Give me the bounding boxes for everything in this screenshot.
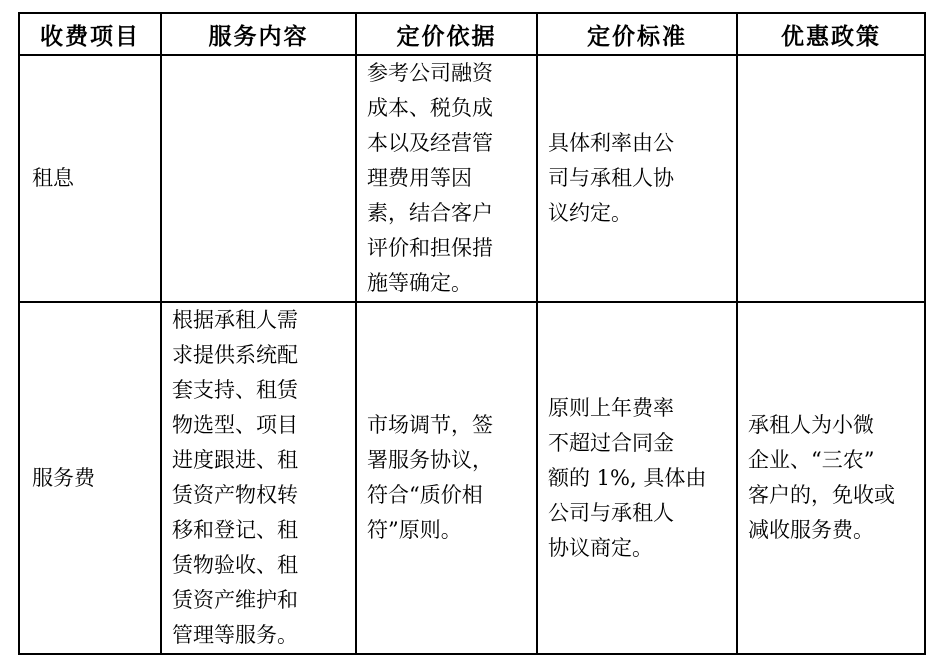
fee-table bbox=[18, 12, 926, 655]
cell-content bbox=[161, 55, 356, 302]
cell-content-text: 根据承租人需 求提供系统配 套支持、租赁 物选型、项目 进度跟进、租 赁资产物权转 移和登记、租 赁物验收、租 赁资产维护和 管理等服务。 bbox=[172, 308, 298, 647]
cell-basis bbox=[356, 55, 537, 302]
cell-item bbox=[19, 55, 161, 302]
cell-policy bbox=[737, 302, 925, 654]
header-basis: 定价依据 bbox=[356, 13, 537, 55]
cell-standard bbox=[537, 302, 737, 654]
header-item: 收费项目 bbox=[19, 13, 161, 55]
header-content: 服务内容 bbox=[161, 13, 356, 55]
header-standard: 定价标准 bbox=[537, 13, 737, 55]
cell-standard bbox=[537, 55, 737, 302]
cell-policy bbox=[737, 55, 925, 302]
cell-basis bbox=[356, 302, 537, 654]
cell-policy-text: 承租人为小微 企业、“三农” 客户的，免收或 减收服务费。 bbox=[748, 413, 895, 542]
cell-standard-text: 原则上年费率 不超过合同金 额的 1%, 具体由 公司与承租人 协议商定。 bbox=[548, 395, 707, 560]
table-row-service bbox=[19, 302, 925, 654]
header-policy: 优惠政策 bbox=[737, 13, 925, 55]
header-row bbox=[19, 13, 925, 55]
cell-standard-text: 具体利率由公 司与承租人协 议约定。 bbox=[548, 131, 674, 225]
cell-basis-text: 市场调节，签 署服务协议， 符合“质价相 符”原则。 bbox=[367, 413, 493, 542]
cell-item bbox=[19, 302, 161, 654]
cell-item-text: 服务费 bbox=[32, 465, 95, 490]
cell-basis-text: 参考公司融资 成本、税负成 本以及经营管 理费用等因 素，结合客户 评价和担保措 施等确定。 bbox=[367, 61, 493, 295]
table-row-rent bbox=[19, 55, 925, 302]
cell-item-text: 租息 bbox=[32, 166, 74, 190]
cell-content bbox=[161, 302, 356, 654]
